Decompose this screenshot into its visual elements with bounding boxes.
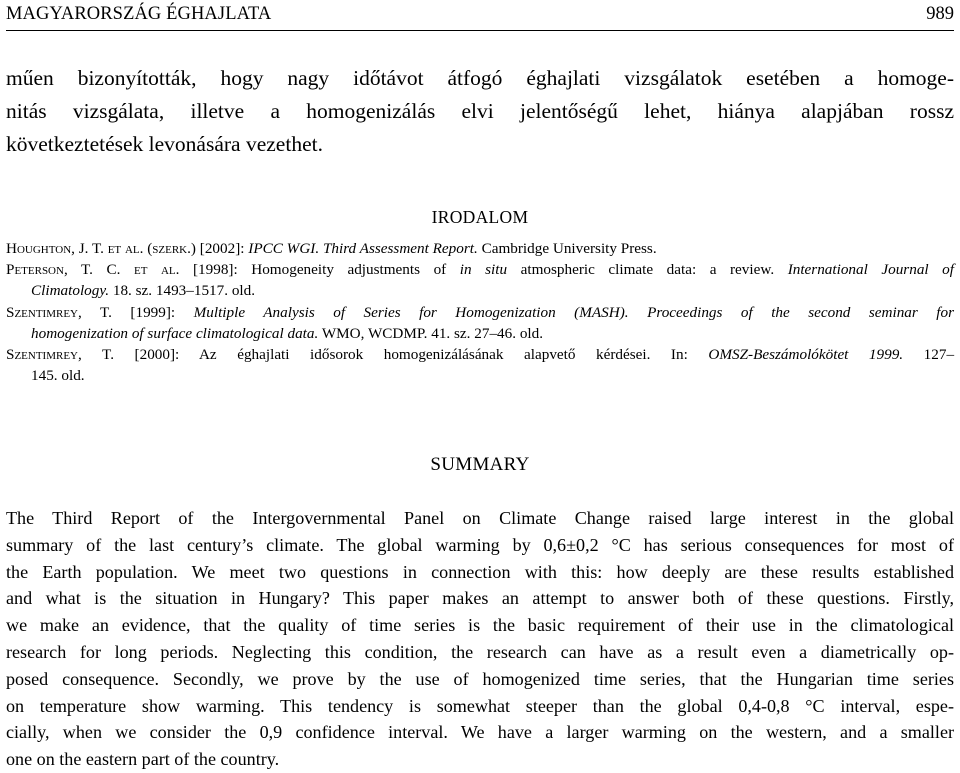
summary-line: cially, when we consider the 0,9 confidence interval. We have a larger warming on the western, and a smaller — [6, 722, 954, 743]
summary-line: and what is the situation in Hungary? This paper makes an attempt to answer both of these questions. Firstly, — [6, 588, 954, 609]
ref-year: [2002]: — [199, 240, 245, 257]
ref-title: IPCC WGI. Third Assessment Report. — [248, 240, 478, 257]
ref-journal: Climatology. — [31, 282, 110, 300]
summary-line: research for long periods. Neglecting this condition, the research can have as a result even a diametrically op- — [6, 641, 954, 662]
summary-line: one on the eastern part of the country. — [6, 749, 280, 770]
summary-line: The Third Report of the Intergovernmental Panel on Climate Change raised large interest in the global — [6, 508, 954, 528]
running-header — [6, 2, 954, 31]
reference-item — [6, 238, 954, 259]
ref-author: Peterson, T. C. et al. — [6, 261, 180, 279]
intro-line: műen bizonyították, hogy nagy időtávot átfogó éghajlati vizsgálatok esetében a homoge- — [6, 66, 954, 90]
ref-journal: International Journal of — [787, 261, 954, 279]
page-number: 989 — [926, 4, 954, 24]
summary-line: on temperature show warming. This tendency is somewhat steeper than the global 0,4-0,8 °C interval, espe- — [6, 695, 954, 716]
reference-list — [6, 238, 954, 386]
reference-item — [6, 302, 954, 344]
ref-publisher: Cambridge University Press. — [481, 240, 657, 257]
ref-proceedings: Proceedings of the second seminar for — [647, 303, 955, 321]
ref-title-part: Homogeneity adjustments of — [251, 261, 447, 279]
ref-year: [1998]: — [192, 261, 238, 279]
intro-paragraph — [6, 62, 954, 161]
ref-pages: 145. old. — [31, 367, 85, 385]
ref-year: [1999]: — [130, 303, 176, 321]
ref-author: Szentimrey, T. — [6, 303, 112, 321]
reference-item — [6, 259, 954, 301]
ref-author: Szentimrey, T. — [6, 346, 114, 364]
summary-line: the Earth population. We meet two questions in connection with this: how deeply are these results established — [6, 561, 954, 582]
running-title: MAGYARORSZÁG ÉGHAJLATA — [6, 4, 272, 24]
summary-heading: SUMMARY — [430, 454, 530, 475]
ref-title-italic: in situ — [459, 261, 508, 279]
references-heading: IRODALOM — [431, 207, 529, 227]
summary-line: we make an evidence, that the quality of time series is the basic requirement of their use in the climatological — [6, 615, 954, 636]
ref-proceedings: homogenization of surface climatological data. — [31, 324, 319, 342]
summary-paragraph — [6, 505, 954, 773]
intro-line: következtetések levonására vezethet. — [6, 132, 323, 156]
reference-item — [6, 344, 954, 386]
ref-pages: 127– — [923, 346, 955, 364]
ref-title: Multiple Analysis of Series for Homogenization (MASH). — [193, 303, 629, 321]
ref-pages: WMO, WCDMP. 41. sz. 27–46. old. — [321, 324, 544, 342]
ref-source: OMSZ-Beszámolókötet 1999. — [708, 346, 904, 364]
summary-line: posed consequence. Secondly, we prove by the use of homogenized time series, that the Hungarian time series — [6, 668, 954, 689]
ref-year: [2000]: — [134, 346, 180, 364]
ref-author: Houghton, J. T. et al. (szerk.) — [6, 240, 196, 257]
ref-title-part: atmospheric climate data: a review. — [520, 261, 775, 279]
ref-title: Az éghajlati idősorok homogenizálásának alapvető kérdései. In: — [198, 346, 688, 364]
ref-pages: 18. sz. 1493–1517. old. — [112, 282, 256, 300]
summary-line: summary of the last century’s climate. The global warming by 0,6±0,2 °C has serious consequences for most of — [6, 534, 954, 555]
intro-line: nitás vizsgálata, illetve a homogenizálás elvi jelentőségű lehet, hiánya alapjában rossz — [6, 99, 954, 123]
